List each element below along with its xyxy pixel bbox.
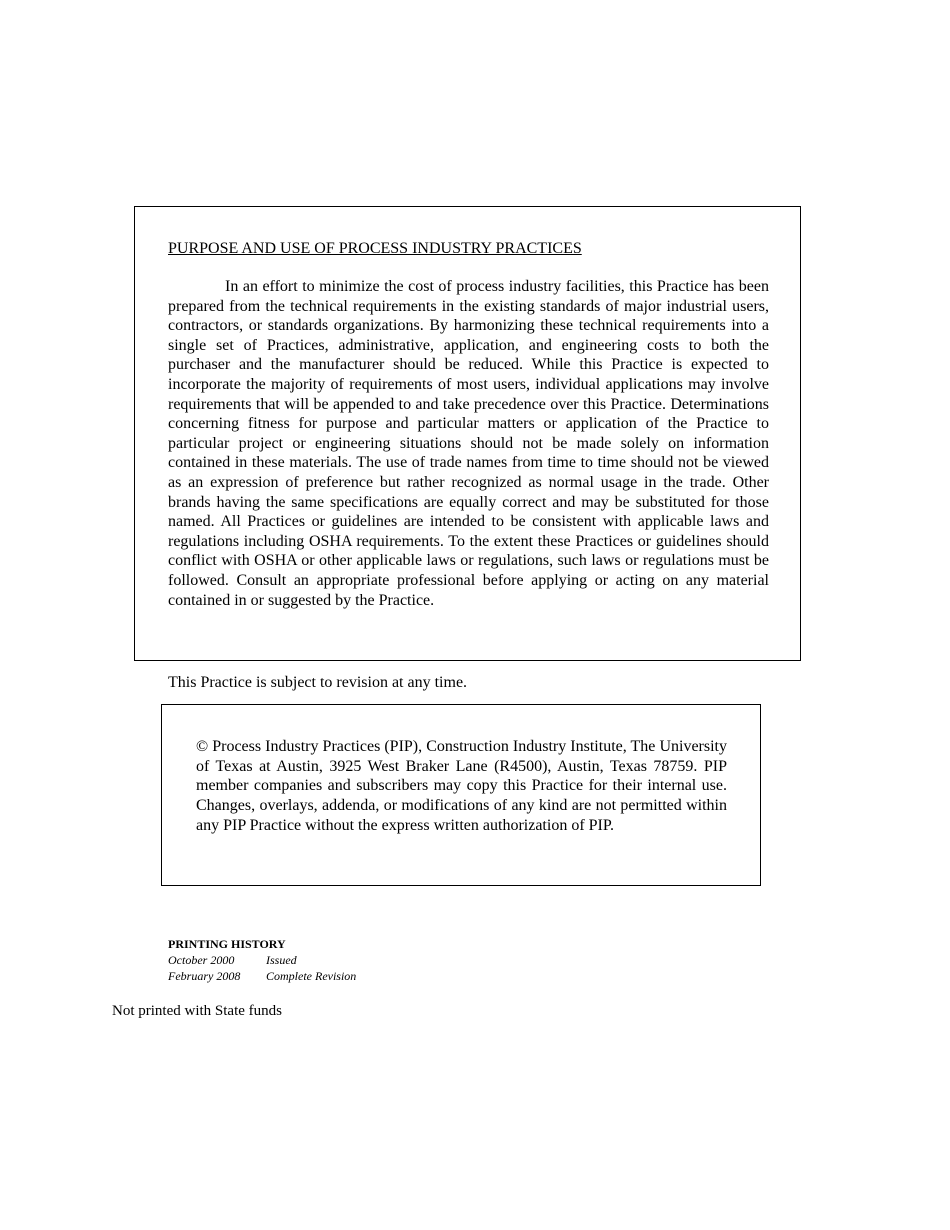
funds-note: Not printed with State funds (112, 1003, 282, 1019)
copyright-box (161, 704, 761, 886)
copyright-body: © Process Industry Practices (PIP), Construction Industry Institute, The University of Texas at Austin, 3925 West Braker Lane (R4500), Austin, Texas 78759. PIP member companies and subscribers may copy this Practice for their internal use. Changes, overlays, addenda, or modifications of any kind are not permitted within any PIP Practice without the express written authorization of PIP. (196, 738, 727, 834)
printing-history-date: October 2000 (168, 953, 235, 967)
printing-history (168, 936, 356, 984)
printing-history-date: February 2008 (168, 969, 241, 983)
printing-history-title: PRINTING HISTORY (168, 937, 286, 951)
printing-history-entry (168, 952, 356, 968)
revision-note: This Practice is subject to revision at any time. (168, 674, 468, 691)
purpose-body: In an effort to minimize the cost of process industry facilities, this Practice has been prepared from the technical requirements in the existing standards of major industrial users, contractors, or standards organizations. By harmonizing these technical requirements into a single set of Practices, administrative, application, and engineering costs to both the purchaser and the manufacturer should be reduced. While this Practice is expected to incorporate the majority of requirements of most users, individual applications may involve requirements that will be appended to and take precedence over this Practice. Determinations concerning fitness for purpose and particular matters or application of the Practice to particular project or engineering situations should not be made solely on information contained in these materials. The use of trade names from time to time should not be viewed as an expression of preference but rather recognized as normal usage in the trade. Other brands having the same specifications are equally correct and may be substituted for those named. All Practices or guidelines are intended to be consistent with applicable laws and regulations including OSHA requirements. To the extent these Practices or guidelines should conflict with OSHA or other applicable laws or regulations, such laws or regulations must be followed. Consult an appropriate professional before applying or acting on any material contained in or suggested by the Practice. (168, 278, 769, 609)
printing-history-entry (168, 968, 356, 984)
purpose-box (134, 206, 801, 661)
purpose-heading: PURPOSE AND USE OF PROCESS INDUSTRY PRACTICES (168, 240, 582, 257)
printing-history-event: Issued (266, 953, 297, 967)
printing-history-event: Complete Revision (266, 969, 357, 983)
